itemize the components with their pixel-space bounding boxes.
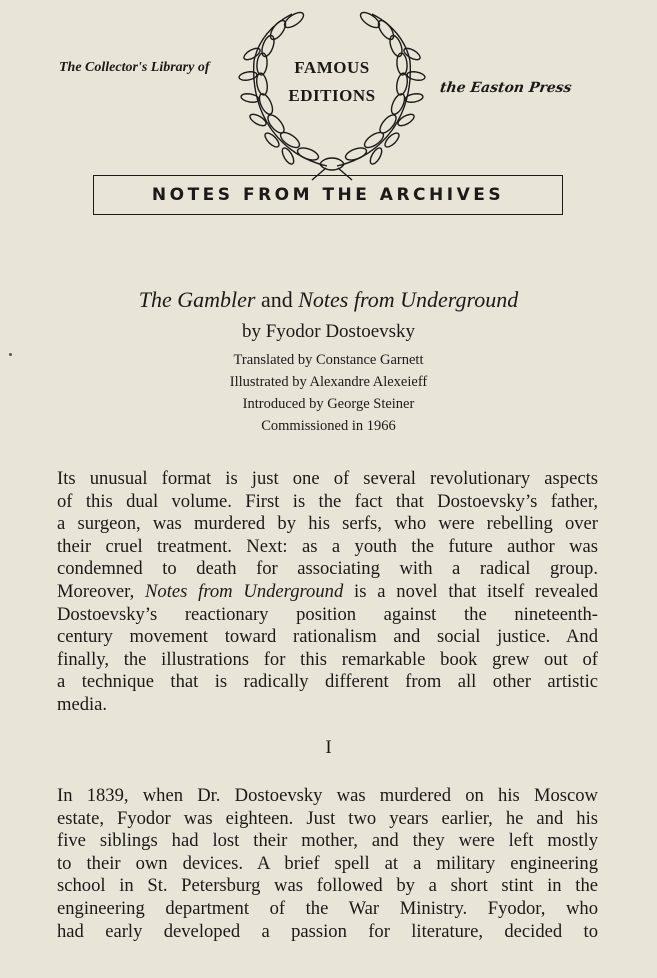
easton-press-label: the Easton Press [438,80,573,96]
collectors-library-label: The Collector's Library of [59,60,210,75]
paragraph-line: Dostoevsky’s reactionary position against the nineteenth- [57,603,598,625]
paragraph-line: finally, the illustrations for this remarkable book grew out of [57,648,598,670]
line-segment: is a novel that itself revealed [343,580,598,602]
paragraph-line [57,581,598,604]
paragraph-line: Its unusual format is just one of several revolutionary aspects [57,468,598,489]
banner-text: NOTES FROM THE ARCHIVES [151,185,505,205]
book-title [0,287,657,313]
italic-title: Notes from Underground [145,580,344,602]
book-title-and: and [255,287,299,312]
commission-date: Commissioned in 1966 [261,418,396,434]
translator-credit: Translated by Constance Garnett [233,352,424,368]
book-title-part1: The Gambler [138,287,256,312]
paragraph-line: had early developed a passion for literature, decided to [57,920,598,942]
paragraph-line: a surgeon, was murdered by his serfs, who were rebelling over [57,513,598,535]
paragraph-line: estate, Fyodor was eighteen. Just two years earlier, he and his [57,807,598,829]
intro-paragraph [57,468,598,717]
paragraph-line: their cruel treatment. Next: as a youth the future author was [57,535,598,557]
author-byline: by Fyodor Dostoevsky [241,321,416,342]
paragraph-line: media. [57,693,108,715]
paragraph-line: to their own devices. A brief spell at a military engineering [57,852,598,874]
paragraph-line: a technique that is radically different from all other artistic [57,671,598,693]
introduction-credit: Introduced by George Steiner [242,396,415,412]
paragraph-line: In 1839, when Dr. Dostoevsky was murdered on his Moscow [57,785,598,806]
wreath-title-famous: FAMOUS [294,58,370,77]
paragraph-line: five siblings had lost their mother, and they were left mostly [57,830,598,852]
line-segment: Moreover, [57,580,146,602]
illustrator-credit: Illustrated by Alexandre Alexeieff [229,374,428,390]
paragraph-line: condemned to death for associating with a radical group. [57,558,598,580]
notes-banner [93,175,563,215]
book-title-part2: Notes from Underground [298,287,519,312]
paragraph-line: school in St. Petersburg was followed by a short stint in the [57,875,598,897]
wreath-title-editions: EDITIONS [288,86,376,105]
body-paragraph [57,785,598,943]
section-number: I [325,737,332,758]
paragraph-line: of this dual volume. First is the fact that Dostoevsky’s father, [57,490,598,512]
famous-editions-wreath-logo [232,6,432,184]
paragraph-line: century movement toward rationalism and social justice. And [57,626,598,648]
paragraph-line: engineering department of the War Ministry. Fyodor, who [57,897,598,919]
